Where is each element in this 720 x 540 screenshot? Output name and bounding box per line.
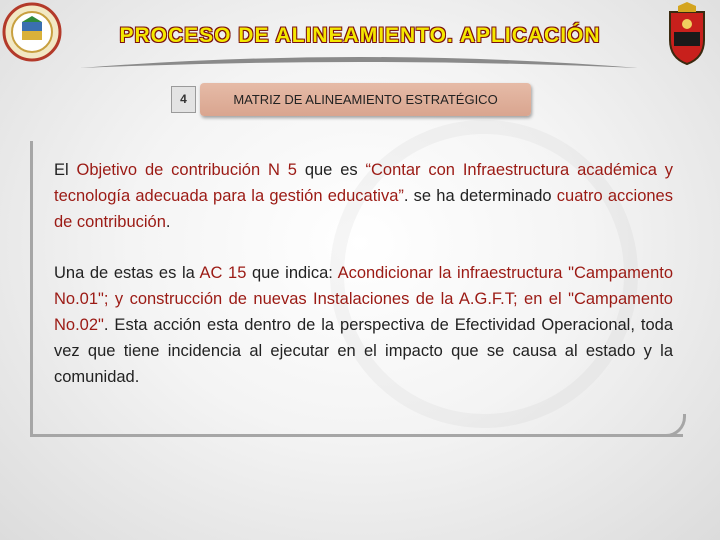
title-underline bbox=[80, 52, 640, 72]
step-number: 4 bbox=[171, 86, 196, 113]
army-shield-icon bbox=[660, 2, 714, 66]
paragraph-objective bbox=[54, 157, 673, 235]
text-run: que indica: bbox=[246, 264, 338, 282]
paragraph-action bbox=[54, 260, 673, 390]
text-run: . Esta acción esta dentro de la perspectiva de Efectividad Operacional, toda vez que tiene incidencia al ejecutar en el impacto que se causa al estado y la comunidad. bbox=[54, 316, 673, 386]
text-run: Una de estas es la bbox=[54, 264, 200, 282]
text-run: . se ha determinado bbox=[403, 187, 557, 205]
highlight-ac15: AC 15 bbox=[199, 264, 247, 282]
text-run: El bbox=[54, 161, 77, 179]
section-banner: MATRIZ DE ALINEAMIENTO ESTRATÉGICO bbox=[200, 83, 531, 116]
highlight-objective: Objetivo de contribución N 5 bbox=[76, 161, 297, 179]
page-title: PROCESO DE ALINEAMIENTO. APLICACIÓN bbox=[119, 24, 601, 47]
highlight-quote: “Contar con Infraestructura académica y tecnología adecuada para la gestión educativa” bbox=[54, 161, 673, 205]
highlight-description: Acondicionar la infraestructura "Campamento No.01"; y construcción de nuevas Instalaciones de la A.G.F.T; en el "Campamento No.02" bbox=[54, 264, 674, 334]
text-run: que es bbox=[296, 161, 366, 179]
university-seal-icon bbox=[2, 2, 62, 62]
text-run: . bbox=[165, 213, 171, 231]
highlight-actions: cuatro acciones de contribución bbox=[54, 187, 673, 231]
